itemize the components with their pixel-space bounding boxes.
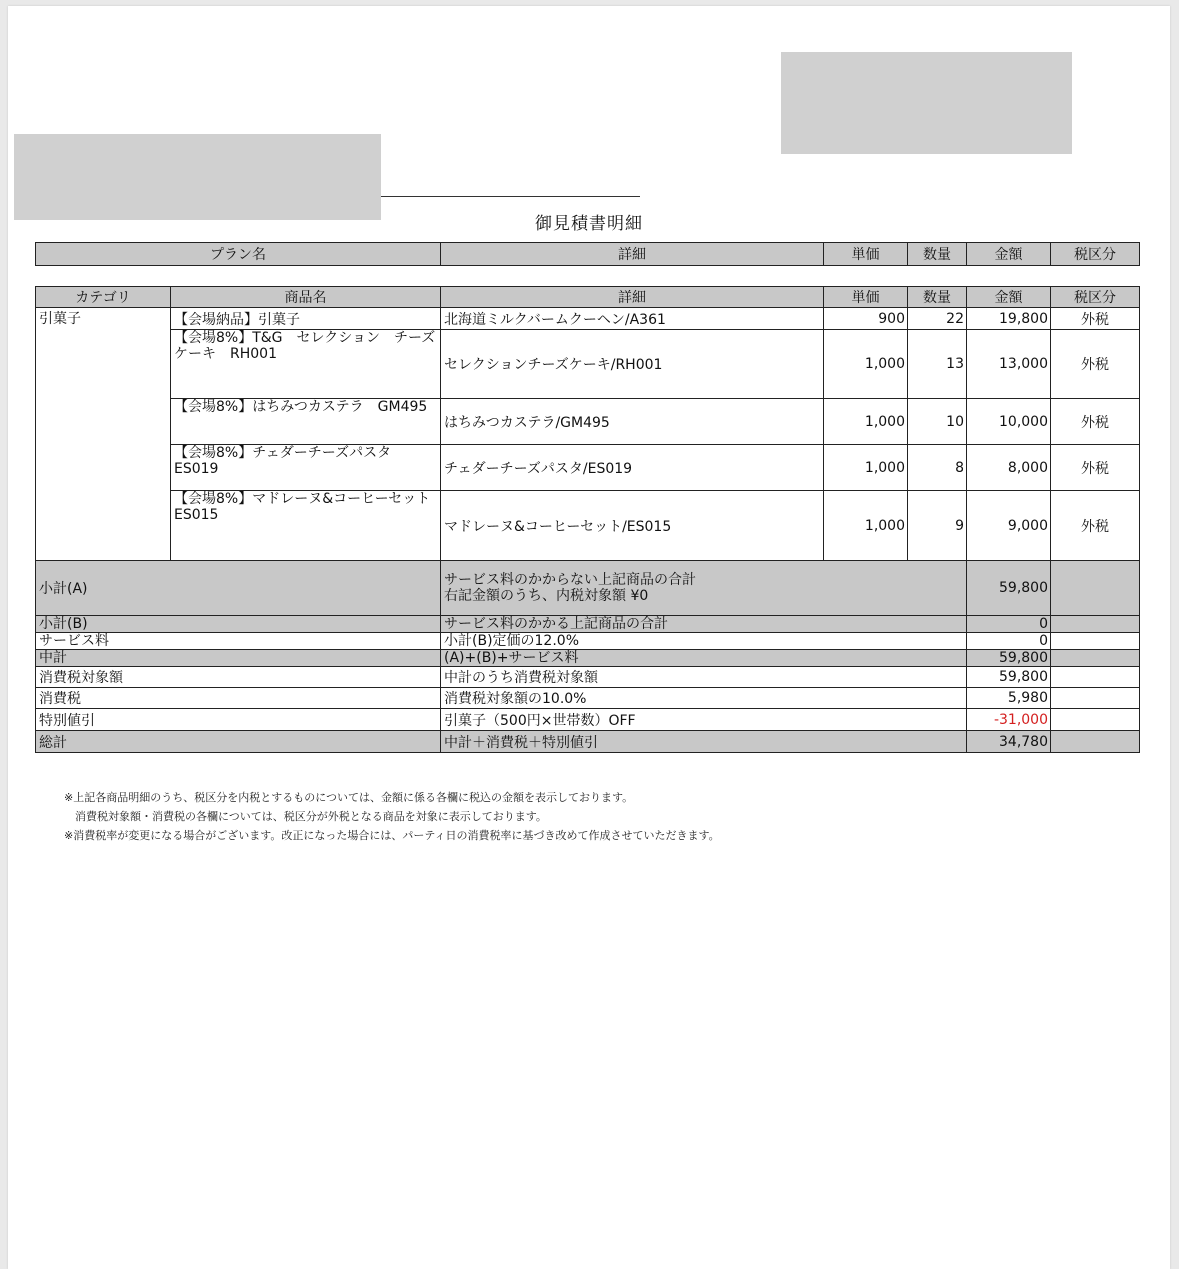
consumption-tax-label: 消費税 [36, 688, 441, 709]
amount: 8,000 [967, 445, 1051, 491]
product-detail: チェダーチーズパスタ/ES019 [441, 445, 824, 491]
subtotal-a-tax-empty [1051, 561, 1140, 616]
plan-unit-price-header: 単価 [824, 243, 908, 266]
unit-price-header: 単価 [824, 287, 908, 308]
product-detail: マドレーヌ&コーヒーセット/ES015 [441, 491, 824, 561]
grand-total-tax-empty [1051, 731, 1140, 753]
amount: 9,000 [967, 491, 1051, 561]
subtotal-a-row [36, 561, 1140, 616]
consumption-tax-tax-empty [1051, 688, 1140, 709]
product-detail: はちみつカステラ/GM495 [441, 399, 824, 445]
quantity: 10 [908, 399, 967, 445]
product-name: 【会場8%】T&G セレクション チーズケーキ RH001 [171, 330, 441, 399]
consumption-tax-detail: 消費税対象額の10.0% [441, 688, 967, 709]
subtotal-a-amount: 59,800 [967, 561, 1051, 616]
plan-qty-header: 数量 [908, 243, 967, 266]
table-row [36, 399, 1140, 445]
subtotal-b-row [36, 616, 1140, 633]
amount-header: 金額 [967, 287, 1051, 308]
document-title: 御見積書明細 [535, 214, 643, 234]
footnote-line: ※消費税率が変更になる場合がございます。改正になった場合には、パーティ日の消費税率に基づき改めて作成させていただきます。 [64, 829, 720, 842]
taxable-amount-label: 消費税対象額 [36, 667, 441, 688]
quantity: 9 [908, 491, 967, 561]
product-name-header: 商品名 [171, 287, 441, 308]
quantity: 22 [908, 308, 967, 330]
tax-header: 税区分 [1051, 287, 1140, 308]
table-row [36, 330, 1140, 399]
tax-category: 外税 [1051, 399, 1140, 445]
subtotal-b-tax-empty [1051, 616, 1140, 633]
product-name: 【会場8%】マドレーヌ&コーヒーセットES015 [171, 491, 441, 561]
quantity: 8 [908, 445, 967, 491]
midtotal-label: 中計 [36, 650, 441, 667]
detail-header: 詳細 [441, 287, 824, 308]
items-table [35, 286, 1140, 753]
tax-category: 外税 [1051, 445, 1140, 491]
quantity: 13 [908, 330, 967, 399]
items-table-header-row [36, 287, 1140, 308]
amount: 19,800 [967, 308, 1051, 330]
service-fee-amount: 0 [967, 633, 1051, 650]
grand-total-detail: 中計＋消費税＋特別値引 [441, 731, 967, 753]
product-name: 【会場8%】チェダーチーズパスタ ES019 [171, 445, 441, 491]
amount: 10,000 [967, 399, 1051, 445]
table-row [36, 445, 1140, 491]
subtotal-a-detail-line2: 右記金額のうち、内税対象額 ¥0 [444, 588, 649, 604]
unit-price: 900 [824, 308, 908, 330]
special-discount-tax-empty [1051, 709, 1140, 731]
midtotal-detail: (A)+(B)+サービス料 [441, 650, 967, 667]
consumption-tax-amount: 5,980 [967, 688, 1051, 709]
grand-total-row [36, 731, 1140, 753]
plan-table [35, 242, 1140, 266]
midtotal-row [36, 650, 1140, 667]
special-discount-label: 特別値引 [36, 709, 441, 731]
amount: 13,000 [967, 330, 1051, 399]
plan-table-header-row [36, 243, 1140, 266]
subtotal-a-detail-line1: サービス料のかからない上記商品の合計 [444, 572, 696, 588]
plan-tax-header: 税区分 [1051, 243, 1140, 266]
footnote-line: ※上記各商品明細のうち、税区分を内税とするものについては、金額に係る各欄に税込の金額を表示しております。 [64, 791, 634, 804]
grand-total-label: 総計 [36, 731, 441, 753]
subtotal-b-amount: 0 [967, 616, 1051, 633]
taxable-amount-row [36, 667, 1140, 688]
tax-category: 外税 [1051, 491, 1140, 561]
table-row [36, 491, 1140, 561]
footnotes [64, 788, 720, 845]
taxable-amount-detail: 中計のうち消費税対象額 [441, 667, 967, 688]
special-discount-row [36, 709, 1140, 731]
estimate-page [8, 6, 1170, 1269]
footnote-line: 消費税対象額・消費税の各欄については、税区分が外税となる商品を対象に表示しております。 [64, 810, 547, 823]
category-header: カテゴリ [36, 287, 171, 308]
service-fee-row [36, 633, 1140, 650]
unit-price: 1,000 [824, 445, 908, 491]
unit-price: 1,000 [824, 330, 908, 399]
product-name: 【会場納品】引菓子 [171, 308, 441, 330]
product-detail: 北海道ミルクバームクーヘン/A361 [441, 308, 824, 330]
midtotal-amount: 59,800 [967, 650, 1051, 667]
service-fee-detail: 小計(B)定価の12.0% [441, 633, 967, 650]
plan-name-header: プラン名 [36, 243, 441, 266]
taxable-amount-tax-empty [1051, 667, 1140, 688]
midtotal-tax-empty [1051, 650, 1140, 667]
qty-header: 数量 [908, 287, 967, 308]
subtotal-b-detail: サービス料のかかる上記商品の合計 [441, 616, 967, 633]
subtotal-b-label: 小計(B) [36, 616, 441, 633]
plan-detail-header: 詳細 [441, 243, 824, 266]
subtotal-a-label: 小計(A) [36, 561, 441, 616]
grand-total-amount: 34,780 [967, 731, 1051, 753]
special-discount-amount: -31,000 [967, 709, 1051, 731]
tax-category: 外税 [1051, 308, 1140, 330]
special-discount-detail: 引菓子（500円×世帯数）OFF [441, 709, 967, 731]
consumption-tax-row [36, 688, 1140, 709]
unit-price: 1,000 [824, 491, 908, 561]
tax-category: 外税 [1051, 330, 1140, 399]
plan-amount-header: 金額 [967, 243, 1051, 266]
table-row [36, 308, 1140, 330]
recipient-underline [381, 196, 640, 197]
service-fee-label: サービス料 [36, 633, 441, 650]
product-name: 【会場8%】はちみつカステラ GM495 [171, 399, 441, 445]
service-fee-tax-empty [1051, 633, 1140, 650]
category-cell: 引菓子 [36, 308, 171, 561]
redacted-block-header-info [781, 52, 1072, 154]
product-detail: セレクションチーズケーキ/RH001 [441, 330, 824, 399]
subtotal-a-detail [441, 561, 967, 616]
unit-price: 1,000 [824, 399, 908, 445]
redacted-block-recipient [14, 134, 381, 220]
taxable-amount-value: 59,800 [967, 667, 1051, 688]
